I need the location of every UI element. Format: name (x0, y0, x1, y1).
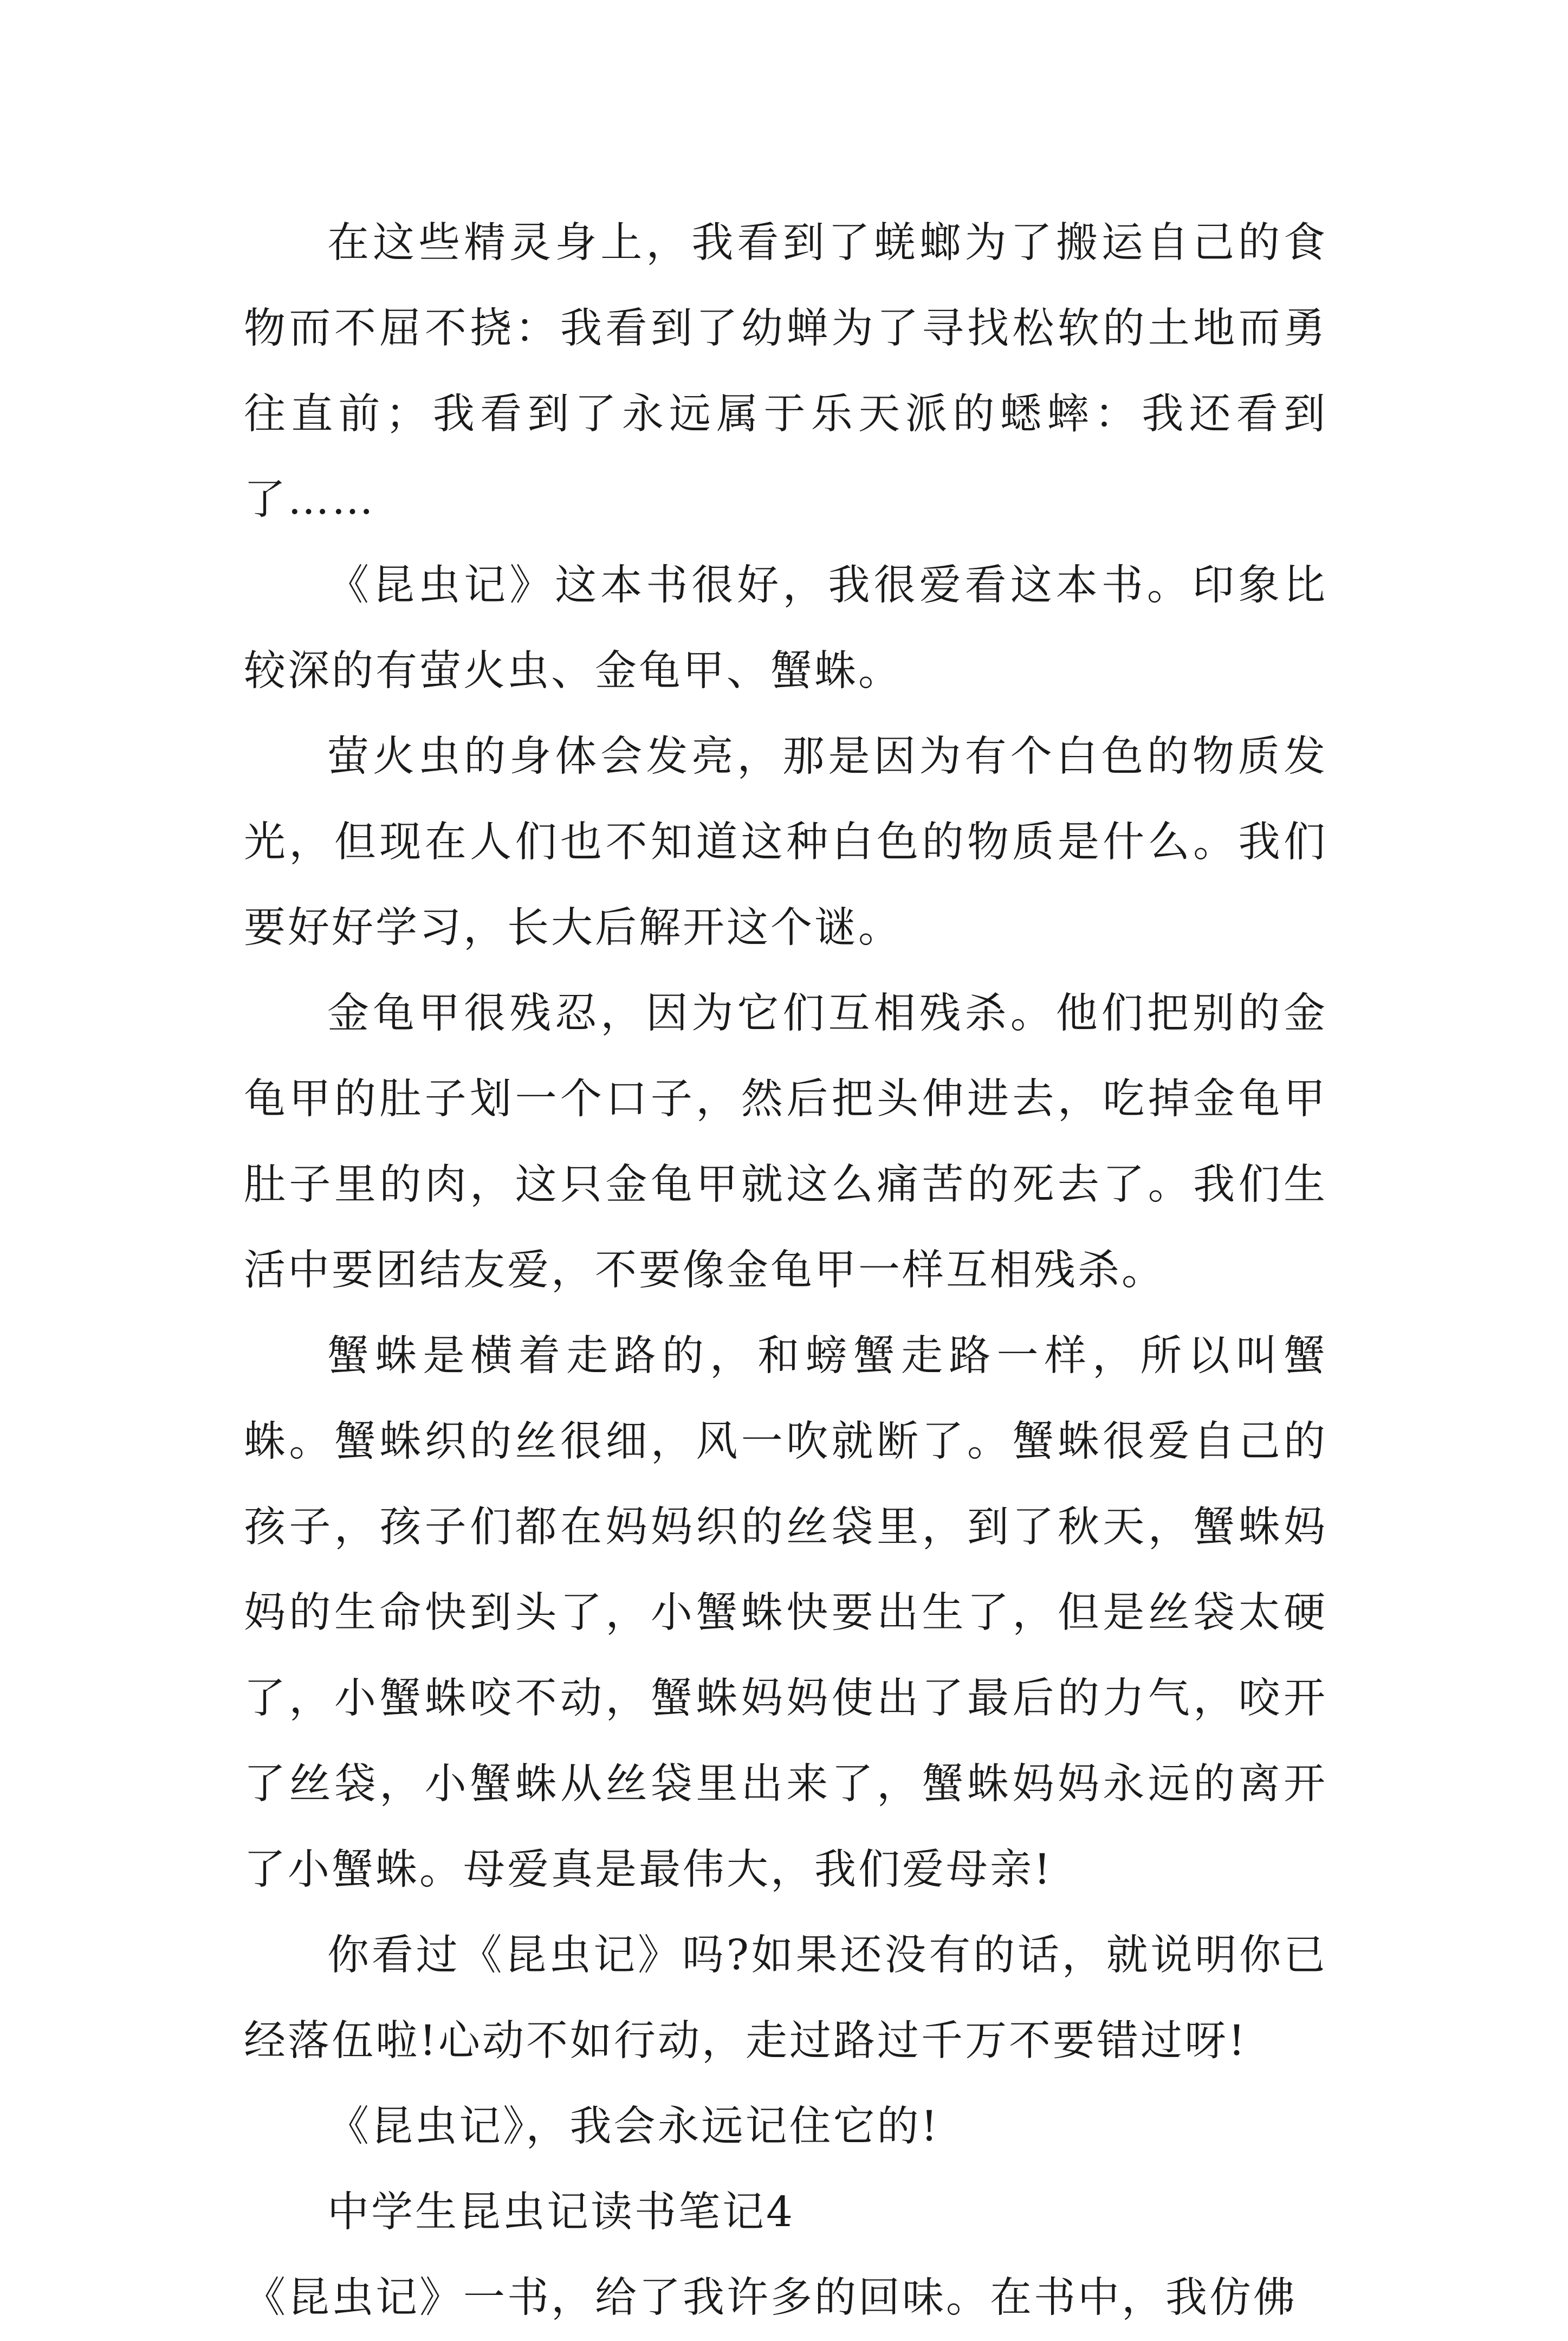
document-body (244, 201, 1327, 2341)
section-heading: 中学生昆虫记读书笔记4 (327, 2188, 795, 2236)
paragraph-6: 你看过《昆虫记》吗?如果还没有的话，就说明你已经落伍啦!心动不如行动，走过路过千万不要错过呀! (244, 1931, 1327, 2065)
paragraph-1: 在这些精灵身上，我看到了蜣螂为了搬运自己的食物而不屈不挠：我看到了幼蝉为了寻找松软的土地而勇往直前；我看到了永远属于乐天派的蟋蟀：我还看到了…… (244, 219, 1327, 524)
paragraph-4: 金龟甲很残忍，因为它们互相残杀。他们把别的金龟甲的肚子划一个口子，然后把头伸进去，吃掉金龟甲肚子里的肉，这只金龟甲就这么痛苦的死去了。我们生活中要团结友爱，不要像金龟甲一样互相残杀。 (244, 990, 1327, 1295)
paragraph-2: 《昆虫记》这本书很好，我很爱看这本书。印象比较深的有萤火虫、金龟甲、蟹蛛。 (244, 561, 1327, 695)
paragraph-3: 萤火虫的身体会发亮，那是因为有个白色的物质发光，但现在人们也不知道这种白色的物质是什么。我们要好好学习，长大后解开这个谜。 (244, 733, 1327, 952)
paragraph-7: 《昆虫记》，我会永远记住它的! (327, 2103, 940, 2151)
paragraph-8: 《昆虫记》一书，给了我许多的回味。在书中，我仿佛 (244, 2274, 1297, 2322)
paragraph-5: 蟹蛛是横着走路的，和螃蟹走路一样，所以叫蟹蛛。蟹蛛织的丝很细，风一吹就断了。蟹蛛很爱自己的孩子，孩子们都在妈妈织的丝袋里，到了秋天，蟹蛛妈妈的生命快到头了，小蟹蛛快要出生了，但是丝袋太硬了，小蟹蛛咬不动，蟹蛛妈妈使出了最后的力气，咬开了丝袋，小蟹蛛从丝袋里出来了，蟹蛛妈妈永远的离开了小蟹蛛。母爱真是最伟大，我们爱母亲! (244, 1332, 1327, 1894)
